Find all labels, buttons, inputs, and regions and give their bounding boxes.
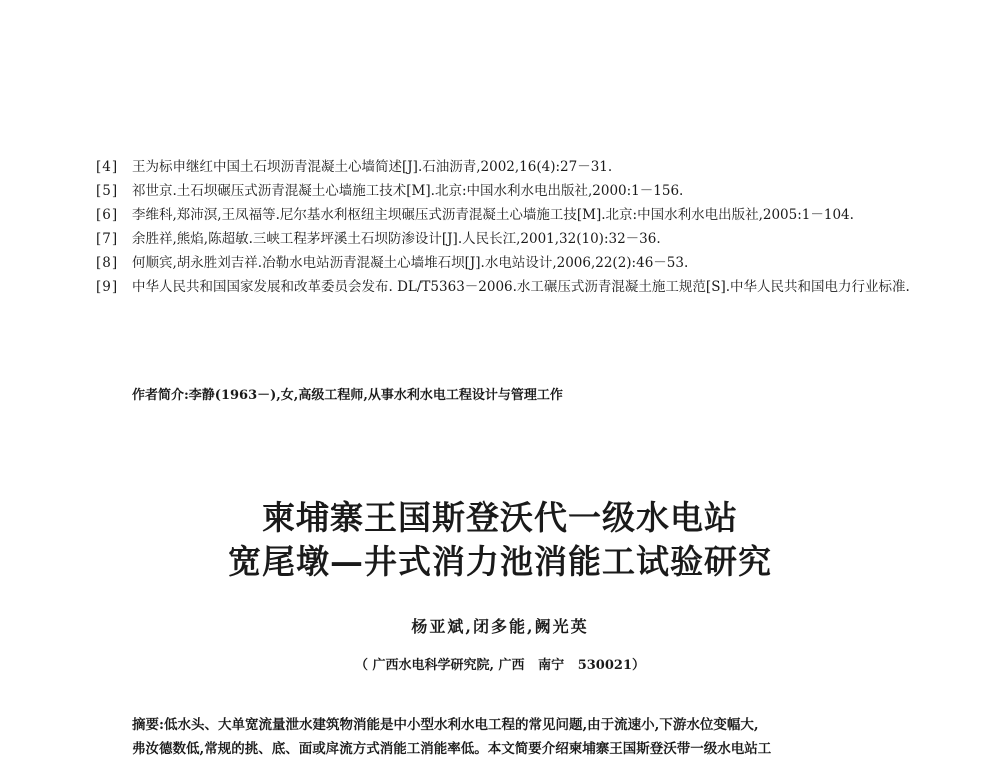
reference-list: [96, 155, 916, 299]
paper-title-line-1: 柬埔寨王国斯登沃代一级水电站: [262, 498, 738, 537]
reference-number: [7]: [96, 231, 119, 247]
reference-text: 祁世京.土石坝碾压式沥青混凝土心墙施工技术[M].北京:中国水利水电出版社,2000:1－156.: [132, 183, 684, 199]
reference-text: 何顺宾,胡永胜刘吉祥.冶勒水电站沥青混凝土心墙堆石坝[J].水电站设计,2006,22(2):46－53.: [132, 255, 689, 271]
abstract-line: 摘要:低水头、大单宽流量泄水建筑物消能是中小型水利水电工程的常见问题,由于流速小,下游水位变幅大,: [132, 717, 759, 733]
reference-text: 余胜祥,熊焰,陈超敏.三峡工程茅坪溪土石坝防渗设计[J].人民长江,2001,32(10):32－36.: [132, 231, 661, 247]
reference-text: 李维科,郑沛溟,王凤福等.尼尔基水利枢纽主坝碾压式沥青混凝土心墙施工技[M].北京:中国水利水电出版社,2005:1－104.: [132, 207, 854, 223]
author-bio-note: 作者简介:李静(1963－),女,高级工程师,从事水利水电工程设计与管理工作: [132, 388, 563, 403]
reference-item: [96, 251, 916, 275]
reference-number: [4]: [96, 159, 119, 175]
reference-item: [96, 203, 916, 227]
reference-text: 中华人民共和国国家发展和改革委员会发布. DL/T5363－2006.水工碾压式沥青混凝土施工规范[S].中华人民共和国电力行业标准.: [132, 279, 910, 295]
paper-authors: 杨亚斌,闭多能,阙光英: [411, 617, 589, 636]
reference-item: [96, 227, 916, 251]
reference-item: [96, 275, 916, 299]
reference-item: [96, 155, 916, 179]
abstract: [132, 713, 872, 761]
author-affiliation: （ 广西水电科学研究院, 广西 南宁 530021）: [354, 658, 645, 673]
reference-item: [96, 179, 916, 203]
reference-number: [9]: [96, 279, 119, 295]
reference-number: [5]: [96, 183, 119, 199]
abstract-line: 弗汝德数低,常规的挑、底、面或戽流方式消能工消能率低。本文简要介绍柬埔寨王国斯登沃带一级水电站工: [132, 741, 772, 757]
reference-number: [6]: [96, 207, 119, 223]
reference-text: 王为标申继红中国土石坝沥青混凝土心墙简述[J].石油沥青,2002,16(4):27－31.: [132, 159, 613, 175]
reference-number: [8]: [96, 255, 119, 271]
paper-title-line-2: 宽尾墩—井式消力池消能工试验研究: [228, 542, 772, 581]
